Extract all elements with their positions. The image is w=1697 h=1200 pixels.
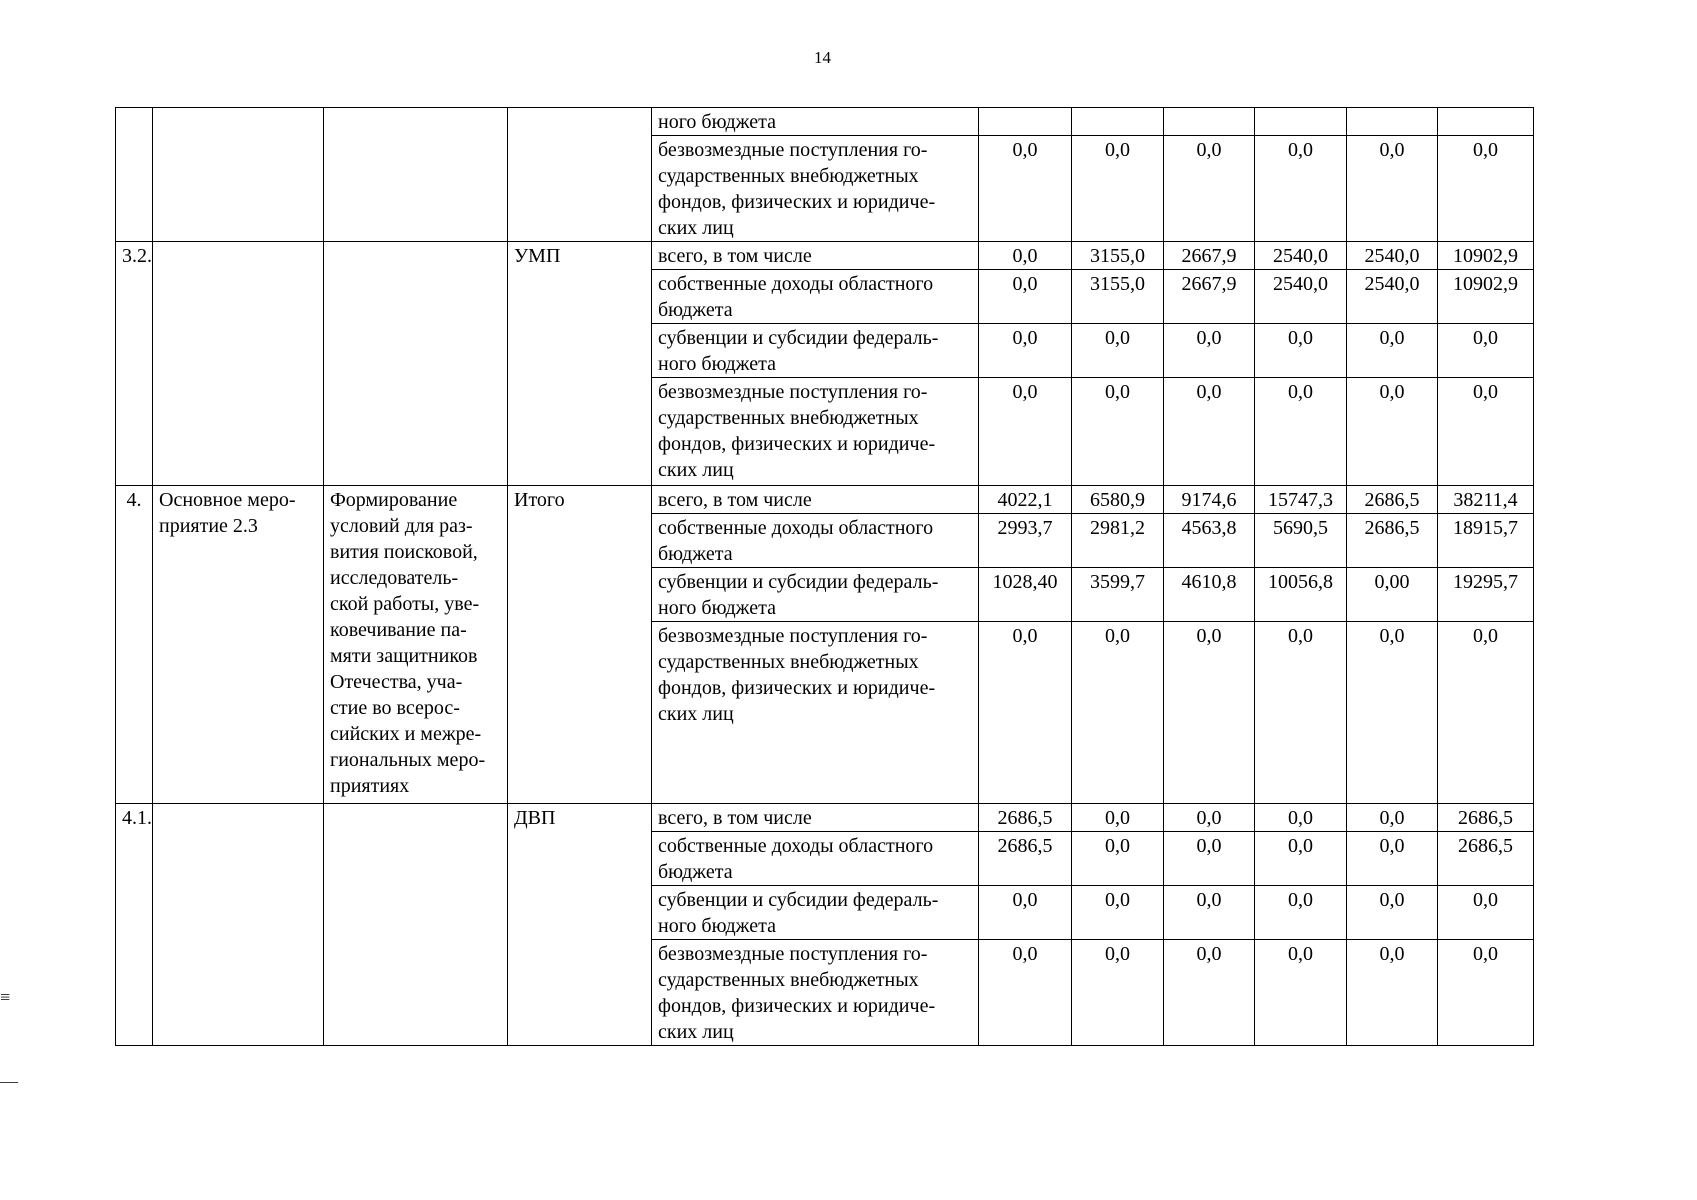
measure-name — [153, 804, 324, 1046]
value-cell: 0,0 — [1255, 804, 1347, 832]
funding-source: всего, в том числе — [652, 486, 979, 514]
value-cell: 2686,5 — [1347, 486, 1438, 514]
value-cell: 0,0 — [1072, 886, 1164, 940]
value-cell: 0,0 — [1255, 940, 1347, 1046]
funding-source: собственные доходы областного бюджета — [652, 514, 979, 568]
value-cell: 0,0 — [979, 886, 1072, 940]
value-cell — [1438, 108, 1534, 136]
executor — [508, 108, 652, 242]
funding-source: субвенции и субсидии федераль- ного бюджета — [652, 568, 979, 622]
value-cell: 2540,0 — [1255, 270, 1347, 324]
value-cell: 0,0 — [1438, 622, 1534, 804]
value-cell: 0,0 — [1438, 940, 1534, 1046]
value-cell: 0,0 — [1438, 886, 1534, 940]
executor: ДВП — [508, 804, 652, 1046]
funding-source: субвенции и субсидии федераль- ного бюджета — [652, 886, 979, 940]
margin-mark-top: ≡ — [0, 987, 11, 1007]
measure-title: Формирование условий для раз- вития поисковой, исследователь- ской работы, уве- ковечивание па- мяти защитников Отечества, уча- стие во всерос- сийских и межре- гиональных меро- приятиях — [324, 486, 508, 804]
table-row — [116, 804, 1534, 832]
value-cell — [1255, 108, 1347, 136]
value-cell: 0,0 — [1255, 136, 1347, 242]
value-cell: 0,0 — [1072, 832, 1164, 886]
value-cell: 0,0 — [1347, 622, 1438, 804]
value-cell: 0,0 — [1164, 136, 1255, 242]
value-cell: 0,0 — [1072, 378, 1164, 486]
value-cell: 0,0 — [1072, 804, 1164, 832]
value-cell: 2686,5 — [1438, 832, 1534, 886]
value-cell: 15747,3 — [1255, 486, 1347, 514]
value-cell: 0,0 — [1255, 886, 1347, 940]
page-number: 14 — [814, 48, 831, 67]
value-cell: 0,0 — [979, 622, 1072, 804]
funding-source: безвозмездные поступления го- сударственных внебюджетных фондов, физических и юридиче- ских лиц — [652, 622, 979, 804]
funding-source: субвенции и субсидии федераль- ного бюджета — [652, 324, 979, 378]
value-cell: 0,0 — [979, 940, 1072, 1046]
value-cell: 0,0 — [1347, 940, 1438, 1046]
measure-title — [324, 108, 508, 242]
value-cell: 0,0 — [1255, 622, 1347, 804]
measure-title — [324, 804, 508, 1046]
value-cell: 19295,7 — [1438, 568, 1534, 622]
table-row — [116, 108, 1534, 136]
executor: Итого — [508, 486, 652, 804]
value-cell: 0,0 — [1072, 324, 1164, 378]
value-cell: 3599,7 — [1072, 568, 1164, 622]
value-cell: 0,0 — [1347, 886, 1438, 940]
measure-title — [324, 242, 508, 486]
value-cell: 0,0 — [1255, 378, 1347, 486]
value-cell: 0,0 — [1347, 832, 1438, 886]
value-cell: 0,0 — [1164, 886, 1255, 940]
value-cell: 0,0 — [1164, 940, 1255, 1046]
value-cell: 0,0 — [1347, 804, 1438, 832]
value-cell: 0,0 — [979, 324, 1072, 378]
value-cell: 38211,4 — [1438, 486, 1534, 514]
funding-source: безвозмездные поступления го- сударственных внебюджетных фондов, физических и юридиче- ских лиц — [652, 940, 979, 1046]
value-cell: 0,0 — [1438, 378, 1534, 486]
measure-name — [153, 242, 324, 486]
value-cell — [1072, 108, 1164, 136]
funding-source: безвозмездные поступления го- сударственных внебюджетных фондов, физических и юридиче- ских лиц — [652, 378, 979, 486]
table-row — [116, 242, 1534, 270]
funding-source: всего, в том числе — [652, 242, 979, 270]
value-cell: 3155,0 — [1072, 270, 1164, 324]
value-cell: 2540,0 — [1347, 242, 1438, 270]
table-row — [116, 486, 1534, 514]
value-cell — [1347, 108, 1438, 136]
value-cell: 2667,9 — [1164, 270, 1255, 324]
value-cell: 2686,5 — [1438, 804, 1534, 832]
value-cell: 0,0 — [1255, 832, 1347, 886]
value-cell: 0,0 — [1438, 136, 1534, 242]
row-number: 3.2. — [116, 242, 153, 486]
value-cell: 0,0 — [1347, 136, 1438, 242]
value-cell: 0,0 — [1164, 324, 1255, 378]
value-cell: 2540,0 — [1347, 270, 1438, 324]
value-cell — [979, 108, 1072, 136]
value-cell: 0,00 — [1347, 568, 1438, 622]
value-cell: 0,0 — [1347, 378, 1438, 486]
value-cell: 0,0 — [1072, 622, 1164, 804]
value-cell: 2981,2 — [1072, 514, 1164, 568]
value-cell: 2686,5 — [979, 804, 1072, 832]
value-cell: 4022,1 — [979, 486, 1072, 514]
value-cell: 9174,6 — [1164, 486, 1255, 514]
funding-source: собственные доходы областного бюджета — [652, 832, 979, 886]
executor: УМП — [508, 242, 652, 486]
value-cell: 2993,7 — [979, 514, 1072, 568]
value-cell: 10902,9 — [1438, 242, 1534, 270]
value-cell: 2686,5 — [1347, 514, 1438, 568]
funding-source: всего, в том числе — [652, 804, 979, 832]
value-cell: 10056,8 — [1255, 568, 1347, 622]
value-cell: 0,0 — [1347, 324, 1438, 378]
value-cell: 4610,8 — [1164, 568, 1255, 622]
row-number: 4.1. — [116, 804, 153, 1046]
measure-name: Основное меро- приятие 2.3 — [153, 486, 324, 804]
value-cell — [1164, 108, 1255, 136]
value-cell: 0,0 — [1255, 324, 1347, 378]
value-cell: 1028,40 — [979, 568, 1072, 622]
value-cell: 2667,9 — [1164, 242, 1255, 270]
value-cell: 18915,7 — [1438, 514, 1534, 568]
value-cell: 2540,0 — [1255, 242, 1347, 270]
value-cell: 0,0 — [1164, 832, 1255, 886]
value-cell: 0,0 — [1164, 622, 1255, 804]
value-cell: 10902,9 — [1438, 270, 1534, 324]
measure-name — [153, 108, 324, 242]
row-number: 4. — [116, 486, 153, 804]
funding-source: безвозмездные поступления го- сударственных внебюджетных фондов, физических и юридиче- ских лиц — [652, 136, 979, 242]
value-cell: 6580,9 — [1072, 486, 1164, 514]
value-cell: 3155,0 — [1072, 242, 1164, 270]
value-cell: 0,0 — [1438, 324, 1534, 378]
value-cell: 0,0 — [979, 270, 1072, 324]
value-cell: 2686,5 — [979, 832, 1072, 886]
value-cell: 5690,5 — [1255, 514, 1347, 568]
budget-table — [115, 107, 1534, 1046]
value-cell: 0,0 — [979, 242, 1072, 270]
value-cell: 0,0 — [1164, 378, 1255, 486]
value-cell: 0,0 — [1164, 804, 1255, 832]
value-cell: 0,0 — [979, 378, 1072, 486]
value-cell: 0,0 — [1072, 136, 1164, 242]
row-number — [116, 108, 153, 242]
margin-mark-bottom: — — [0, 1071, 18, 1091]
value-cell: 0,0 — [979, 136, 1072, 242]
funding-source: ного бюджета — [652, 108, 979, 136]
value-cell: 4563,8 — [1164, 514, 1255, 568]
funding-source: собственные доходы областного бюджета — [652, 270, 979, 324]
value-cell: 0,0 — [1072, 940, 1164, 1046]
